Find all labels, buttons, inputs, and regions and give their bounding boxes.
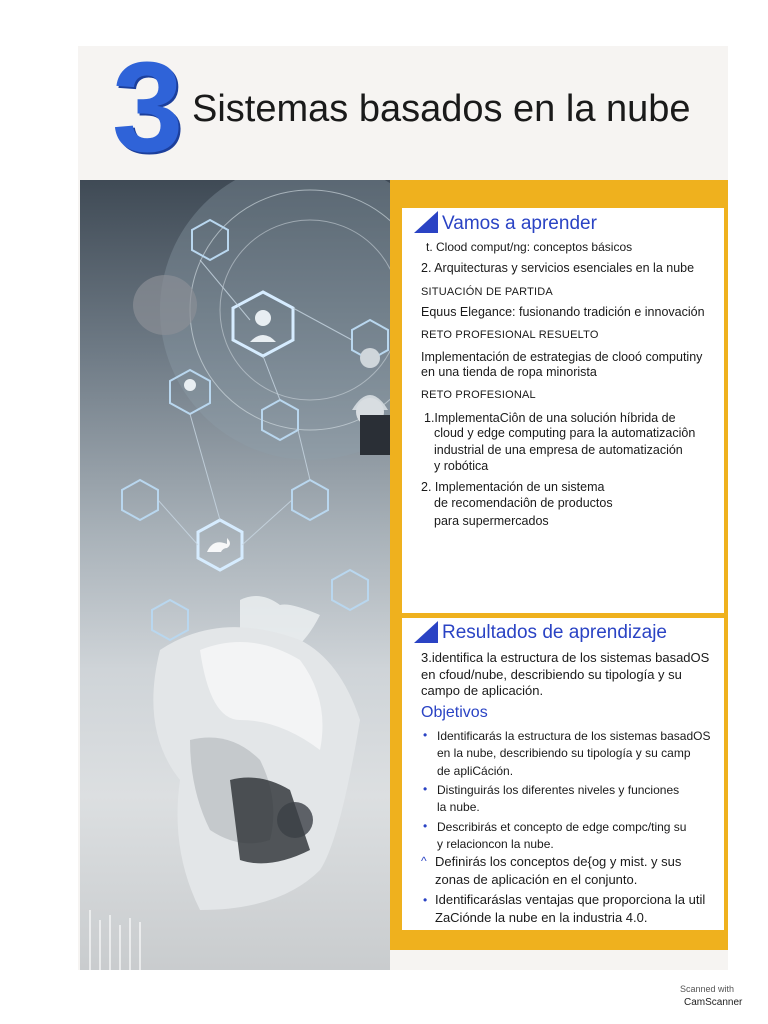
results-intro-line: 3.identifica la estructura de los sistemas basadOS bbox=[421, 650, 710, 665]
reto1-line: y robótica bbox=[434, 459, 489, 473]
reto2-line: 2. Implementación de un sistema bbox=[421, 480, 605, 494]
reto-resuelto-line: Implementación de estrategias de clooó computiny bbox=[421, 350, 703, 364]
objective-line: de apliCáción. bbox=[437, 764, 514, 778]
objective-line: Distinguirás los diferentes niveles y funciones bbox=[437, 783, 680, 797]
reto2-line: de recomendaciôn de productos bbox=[434, 496, 613, 510]
objective-line: en la nube, describiendo su tipología y su camp bbox=[437, 746, 691, 760]
network-illustration-graphic bbox=[80, 180, 390, 970]
objective-line: Identificarás la estructura de los sistemas basadOS bbox=[437, 729, 711, 743]
reto1-line: cloud y edge computing para la automatizaciôn bbox=[434, 426, 696, 440]
objective-line: y relacioncon la nube. bbox=[437, 837, 554, 851]
situation-text: Equus Elegance: fusionando tradición e innovación bbox=[421, 305, 705, 319]
objective-bullet: • bbox=[423, 782, 428, 796]
objective-bullet: ^ bbox=[421, 854, 427, 868]
reto2-line: para supermercados bbox=[434, 514, 549, 528]
results-intro-line: campo de aplicación. bbox=[421, 683, 544, 698]
flag-icon bbox=[414, 621, 438, 643]
objective-bullet: • bbox=[423, 728, 428, 742]
learn-item-1: t. Clood comput/ng: conceptos básicos bbox=[426, 240, 633, 254]
objective-line: zonas de aplicación en el conjunto. bbox=[435, 872, 638, 887]
scanner-watermark-line1: Scanned with bbox=[680, 984, 735, 994]
chapter-title: Sistemas basados en la nube bbox=[192, 88, 691, 130]
objective-bullet: • bbox=[423, 893, 428, 907]
objectives-heading: Objetivos bbox=[421, 704, 488, 721]
learn-heading: Vamos a aprender bbox=[442, 213, 597, 234]
objective-line: ZaCiónde la nube en la industria 4.0. bbox=[435, 910, 648, 925]
reto1-line: 1.ImplementaCiôn de una solución híbrida de bbox=[424, 411, 676, 425]
objective-line: Identificaráslas ventajas que proporciona la util bbox=[435, 892, 706, 907]
learn-item-2: 2. Arquitecturas y servicios esenciales en la nube bbox=[421, 261, 695, 275]
chapter-number: 3 bbox=[112, 36, 184, 179]
objective-line: Describirás et concepto de edge compc/ting su bbox=[437, 820, 687, 834]
reto-label: RETO PROFESIONAL bbox=[421, 389, 536, 401]
situation-label: SITUACIÓN DE PARTIDA bbox=[421, 286, 553, 298]
scanner-watermark-line2: CamScanner bbox=[684, 997, 743, 1008]
reto1-line: industrial de una empresa de automatización bbox=[434, 443, 683, 457]
objective-line: Definirás los conceptos de{og y mist. y sus bbox=[435, 854, 682, 869]
cloud-robot-illustration bbox=[80, 180, 390, 970]
objective-bullet: • bbox=[423, 819, 428, 833]
reto-resuelto-line: en una tienda de ropa minorista bbox=[421, 365, 597, 379]
objective-line: la nube. bbox=[437, 800, 480, 814]
reto-resuelto-label: RETO PROFESIONAL RESUELTO bbox=[421, 329, 599, 341]
flag-icon bbox=[414, 211, 438, 233]
results-heading: Resultados de aprendizaje bbox=[442, 622, 667, 643]
results-intro-line: en cfoud/nube, describiendo su tipología y su bbox=[421, 667, 682, 682]
